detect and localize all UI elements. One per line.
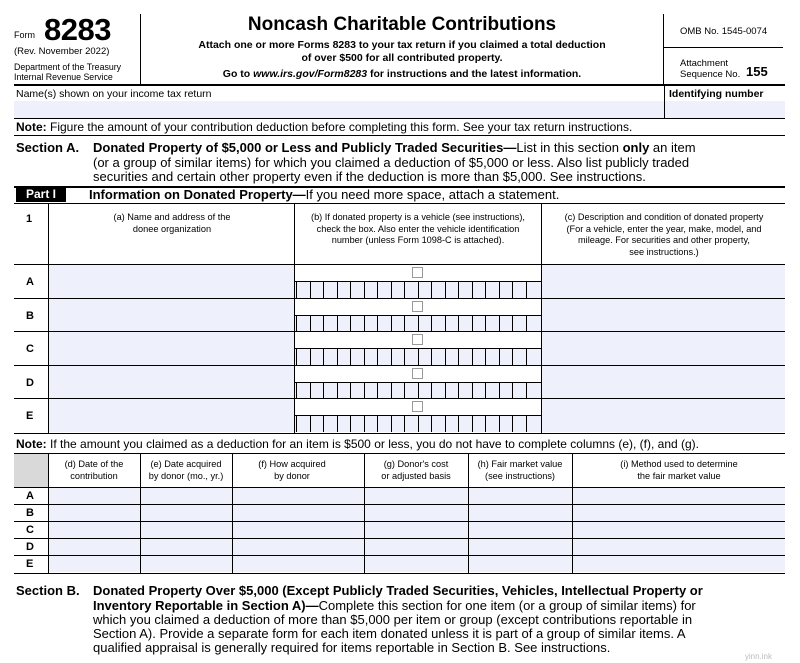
header-divider-left (140, 14, 141, 84)
vin-digit-cell (485, 415, 498, 432)
column-a-header (50, 212, 294, 235)
section-b-line-4: Section A). Provide a separate form for each item donated unless it is part of a group of similar items. A (93, 626, 686, 641)
fair-market-value-input[interactable] (469, 539, 572, 555)
section-a-line-2: (or a group of similar items) for which you claimed a deduction of $5,000 or less. Also list publicly traded (93, 155, 690, 170)
line-number-1: 1 (26, 213, 33, 225)
vehicle-checkbox[interactable] (412, 267, 423, 278)
column-e-header-line-1: (e) Date acquired (150, 459, 222, 469)
column-e-header-line-2: by donor (mo., yr.) (148, 470, 224, 481)
vin-digit-cell (377, 415, 390, 432)
column-c-header-line-1: (c) Description and condition of donated property (564, 212, 764, 222)
vin-digit-cell (364, 315, 377, 332)
valuation-method-input[interactable] (573, 522, 785, 538)
sequence-number: 155 (746, 64, 768, 79)
part-1-title (89, 187, 559, 202)
contribution-date-input[interactable] (49, 522, 140, 538)
note2-bottom-rule (14, 453, 785, 454)
vin-digit-cell (323, 281, 336, 298)
part-1-title-rest: If you need more space, attach a statement. (305, 187, 560, 202)
vin-digit-cell (418, 415, 431, 432)
section-a-line-3: securities and certain other property even if the deduction is more than $5,000. See instructions. (93, 169, 646, 184)
column-h-header-line-2: (see instructions) (485, 470, 555, 481)
goto-prefix: Go to (222, 68, 254, 80)
vin-digit-cell (526, 382, 539, 399)
vin-digit-cell (418, 382, 431, 399)
column-b-header-line-1: (b) If donated property is a vehicle (see instructions), (311, 212, 525, 222)
donor-cost-input[interactable] (365, 522, 468, 538)
column-b-header-line-3: number (unless Form 1098-C is attached). (331, 235, 505, 245)
vin-digit-cell (499, 382, 512, 399)
valuation-method-input[interactable] (573, 556, 785, 572)
vin-digit-cell (377, 315, 390, 332)
note-label: Note: (16, 120, 47, 134)
header-divider-right (663, 14, 664, 84)
vin-digit-cell (323, 315, 336, 332)
column-i-header-line-2: the fair market value (637, 470, 721, 481)
vin-digit-cell (418, 281, 431, 298)
contribution-date-input[interactable] (49, 488, 140, 504)
vin-digit-cell (526, 348, 539, 365)
omb-divider (663, 47, 783, 48)
vin-digit-cell (391, 281, 404, 298)
irs-url-link[interactable]: www.irs.gov/Form8283 (253, 68, 368, 80)
vin-digit-cell (431, 315, 444, 332)
property-description-input[interactable] (542, 332, 785, 365)
vin-digit-cell (512, 281, 525, 298)
donor-cost-input[interactable] (365, 539, 468, 555)
subtitle-line-2: of over $500 for all contributed property. (301, 52, 503, 64)
section-a-only: only (622, 140, 650, 155)
vin-digit-cell (404, 348, 417, 365)
note2-text: If the amount you claimed as a deduction for an item is $500 or less, you do not have to complete columns (e), (f), and (g). (46, 437, 700, 451)
column-h-header (468, 459, 572, 482)
vin-digit-cell (404, 382, 417, 399)
how-acquired-input[interactable] (233, 522, 364, 538)
date-acquired-input[interactable] (141, 539, 232, 555)
vin-digit-cell (431, 281, 444, 298)
attachment-label: Attachment (680, 58, 729, 69)
date-acquired-input[interactable] (141, 505, 232, 521)
column-a-header-line-2: donee organization (132, 223, 212, 234)
name-row-bottom-rule (14, 118, 785, 119)
vin-digit-cell (458, 415, 471, 432)
section-a-line-1 (93, 141, 696, 156)
column-d-header-line-2: contribution (70, 470, 118, 481)
identifying-number-input[interactable] (665, 101, 785, 118)
column-c-header-line-2: (For a vehicle, enter the year, make, model, and (566, 223, 762, 234)
how-acquired-input[interactable] (233, 505, 364, 521)
vin-digit-cell (310, 315, 323, 332)
section-a-heading: Donated Property of $5,000 or Less and Publicly Traded Securities— (93, 140, 517, 155)
vin-digit-cell (499, 348, 512, 365)
vin-digit-cell (404, 281, 417, 298)
subtitle-line-1: Attach one or more Forms 8283 to your tax return if you claimed a total deduction (198, 39, 606, 51)
vin-digit-cell (445, 281, 458, 298)
vin-digit-cell (445, 315, 458, 332)
note2-label: Note: (16, 437, 47, 451)
column-c-header (543, 212, 785, 258)
donee-organization-input[interactable] (49, 265, 294, 298)
vin-digit-cell (445, 382, 458, 399)
vin-digit-cell (350, 348, 363, 365)
how-acquired-input[interactable] (233, 488, 364, 504)
column-g-header (364, 459, 468, 482)
column-i-header (572, 459, 786, 482)
valuation-method-input[interactable] (573, 505, 785, 521)
donor-cost-input[interactable] (365, 556, 468, 572)
vin-digit-cell (485, 315, 498, 332)
table1-row-label: E (26, 410, 34, 423)
vin-digit-cell (391, 415, 404, 432)
property-description-input[interactable] (542, 299, 785, 332)
vin-digit-cell (499, 281, 512, 298)
form-word: Form (14, 30, 35, 40)
vin-digit-cell (499, 415, 512, 432)
vin-digit-cell (364, 348, 377, 365)
donor-cost-input[interactable] (365, 488, 468, 504)
vin-digit-cell (364, 415, 377, 432)
vin-digit-cell (377, 382, 390, 399)
vin-digit-cell (526, 315, 539, 332)
vin-digit-cell (472, 348, 485, 365)
table2-row-label: D (26, 541, 34, 553)
vin-digit-cell (418, 348, 431, 365)
vin-digit-cell (296, 348, 309, 365)
vin-digit-cell (310, 348, 323, 365)
vin-digit-cell (337, 315, 350, 332)
department-line-2: Internal Revenue Service (14, 72, 113, 82)
vehicle-checkbox[interactable] (412, 334, 423, 345)
property-description-input[interactable] (542, 399, 785, 432)
table2-bottom-rule (14, 573, 785, 574)
vehicle-checkbox[interactable] (412, 401, 423, 412)
vin-digit-cell (296, 415, 309, 432)
vehicle-checkbox[interactable] (412, 301, 423, 312)
section-a-line-1-end: an item (649, 140, 696, 155)
date-acquired-input[interactable] (141, 488, 232, 504)
donor-cost-input[interactable] (365, 505, 468, 521)
column-f-header-line-1: (f) How acquired (258, 459, 326, 469)
table1-row-label: A (26, 276, 34, 288)
vin-digit-cell (472, 415, 485, 432)
identifying-number-label: Identifying number (669, 88, 764, 100)
column-b-header-line-2: check the box. Also enter the vehicle identification (316, 223, 520, 234)
column-b-header (295, 212, 541, 247)
section-a-label: Section A. (16, 140, 80, 155)
valuation-method-input[interactable] (573, 488, 785, 504)
vin-digit-cell (337, 281, 350, 298)
vin-digit-cell (323, 348, 336, 365)
vin-digit-cell (350, 281, 363, 298)
contribution-date-input[interactable] (49, 539, 140, 555)
vin-digit-cell (431, 415, 444, 432)
column-i-header-line-1: (i) Method used to determine (620, 459, 738, 469)
note-text: Figure the amount of your contribution deduction before completing this form. See your tax return instructions. (46, 120, 633, 134)
column-a-header-line-1: (a) Name and address of the (113, 212, 231, 222)
fair-market-value-input[interactable] (469, 556, 572, 572)
header-bottom-rule (14, 84, 785, 86)
vehicle-checkbox[interactable] (412, 368, 423, 379)
table1-bottom-rule (14, 433, 785, 434)
date-acquired-input[interactable] (141, 522, 232, 538)
vin-digit-cell (323, 415, 336, 432)
table1-row-label: D (26, 376, 34, 389)
column-g-header-line-2: or adjusted basis (381, 470, 451, 481)
vin-digit-cell (391, 315, 404, 332)
column-c-header-line-3: mileage. For securities and other property, (578, 235, 750, 245)
vin-digit-cell (512, 348, 525, 365)
note1-bottom-rule (14, 135, 785, 136)
vin-digit-cell (431, 382, 444, 399)
part1-bottom-rule (14, 203, 785, 204)
vin-digit-cell (458, 382, 471, 399)
vin-digit-cell (485, 348, 498, 365)
table2-row-label: B (26, 507, 34, 519)
vin-digit-cell (350, 382, 363, 399)
fair-market-value-input[interactable] (469, 505, 572, 521)
vin-digit-cell (377, 281, 390, 298)
section-a-line-1-rest: List in this section (516, 140, 623, 155)
vin-digit-cell (472, 281, 485, 298)
note-contribution-deduction (16, 120, 632, 134)
vin-digit-cell (472, 315, 485, 332)
column-g-header-line-1: (g) Donor's cost (383, 459, 449, 469)
vin-digit-cell (391, 348, 404, 365)
vin-digit-cell (296, 382, 309, 399)
vin-digit-cell (458, 348, 471, 365)
contribution-date-input[interactable] (49, 505, 140, 521)
sequence-label: Sequence No. (680, 69, 741, 80)
form-title: Noncash Charitable Contributions (247, 14, 557, 35)
section-b-line-2-bold: Inventory Reportable in Section A)— (93, 598, 319, 613)
vin-digit-cell (296, 315, 309, 332)
column-d-header-line-1: (d) Date of the (64, 459, 124, 469)
vin-digit-cell (350, 315, 363, 332)
watermark: yinn.ink (744, 652, 772, 661)
vin-digit-cell (485, 281, 498, 298)
vin-digit-cell (458, 315, 471, 332)
form-revision: (Rev. November 2022) (14, 46, 110, 57)
section-b-line-5: qualified appraisal is generally required for items reportable in Section B. See instructions. (93, 640, 611, 655)
vin-digit-cell (323, 382, 336, 399)
vin-digit-cell (310, 281, 323, 298)
vin-digit-cell (485, 382, 498, 399)
vin-digit-cell (512, 315, 525, 332)
table2-row-label: C (26, 524, 34, 536)
contribution-date-input[interactable] (49, 556, 140, 572)
vin-digit-cell (364, 382, 377, 399)
vin-digit-cell (404, 415, 417, 432)
name-input[interactable] (14, 101, 664, 118)
table2-row-label: E (26, 558, 34, 570)
vin-digit-cell (445, 348, 458, 365)
part-1-badge: Part I (16, 187, 66, 202)
vin-digit-cell (418, 315, 431, 332)
date-acquired-input[interactable] (141, 556, 232, 572)
section-b-label: Section B. (16, 583, 80, 598)
property-description-input[interactable] (542, 366, 785, 399)
vin-digit-cell (458, 281, 471, 298)
column-d-header (48, 459, 140, 482)
note-small-deduction (16, 437, 699, 451)
vin-digit-cell (526, 281, 539, 298)
vin-digit-cell (377, 348, 390, 365)
vin-digit-cell (391, 382, 404, 399)
table1-row-label: C (26, 343, 34, 356)
table2-row-label: A (26, 490, 34, 502)
vin-digit-cell (337, 348, 350, 365)
goto-suffix: for instructions and the latest information. (367, 68, 582, 80)
section-b-line-2-rest: Complete this section for one item (or a group of similar items) for (318, 598, 696, 613)
donee-organization-input[interactable] (49, 399, 294, 432)
donee-organization-input[interactable] (49, 299, 294, 332)
donee-organization-input[interactable] (49, 332, 294, 365)
table1-row-label: B (26, 309, 34, 322)
part-1-title-bold: Information on Donated Property— (89, 187, 306, 202)
how-acquired-input[interactable] (233, 539, 364, 555)
vin-digit-cell (337, 382, 350, 399)
vin-digit-cell (499, 315, 512, 332)
section-b-line-3: which you claimed a deduction of more than $5,000 per item or group (except contributions reportable in (93, 612, 693, 627)
vin-digit-cell (310, 382, 323, 399)
fair-market-value-input[interactable] (469, 488, 572, 504)
vin-digit-cell (512, 382, 525, 399)
vin-digit-cell (526, 415, 539, 432)
vin-digit-cell (350, 415, 363, 432)
vin-digit-cell (445, 415, 458, 432)
column-f-header (232, 459, 352, 482)
column-c-header-line-4: see instructions.) (629, 246, 699, 257)
table2-header-shade (14, 454, 48, 487)
valuation-method-input[interactable] (573, 539, 785, 555)
vin-digit-cell (310, 415, 323, 432)
vin-digit-cell (472, 382, 485, 399)
vin-digit-cell (364, 281, 377, 298)
vin-digit-cell (512, 415, 525, 432)
column-f-header-line-2: by donor (274, 470, 310, 481)
donee-organization-input[interactable] (49, 366, 294, 399)
name-label: Name(s) shown on your income tax return (16, 88, 212, 100)
instructions-link-line (142, 68, 662, 80)
fair-market-value-input[interactable] (469, 522, 572, 538)
omb-number: OMB No. 1545-0074 (680, 26, 768, 37)
form-number: 8283 (44, 12, 111, 47)
department-line-1: Department of the Treasury (14, 62, 122, 72)
vin-digit-cell (296, 281, 309, 298)
vin-digit-cell (337, 415, 350, 432)
vin-digit-cell (431, 348, 444, 365)
property-description-input[interactable] (542, 265, 785, 298)
column-h-header-line-1: (h) Fair market value (477, 459, 563, 469)
column-e-header (140, 459, 232, 482)
how-acquired-input[interactable] (233, 556, 364, 572)
vin-digit-cell (404, 315, 417, 332)
section-b-line-1: Donated Property Over $5,000 (Except Publicly Traded Securities, Vehicles, Intellectual Property or (93, 583, 703, 598)
